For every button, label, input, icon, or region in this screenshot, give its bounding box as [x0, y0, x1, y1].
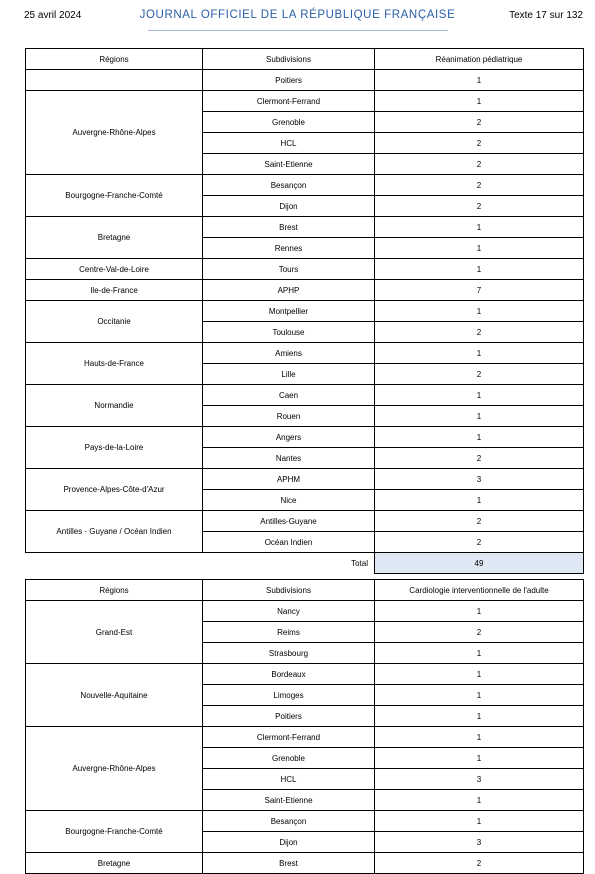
subdivision-cell: Toulouse [203, 322, 375, 343]
subdivision-cell: Amiens [203, 343, 375, 364]
count-cell: 1 [375, 343, 584, 364]
count-cell: 7 [375, 280, 584, 301]
count-cell: 1 [375, 490, 584, 511]
count-cell: 2 [375, 322, 584, 343]
region-cell: Pays-de-la-Loire [26, 427, 203, 469]
table-row [26, 385, 584, 406]
count-cell: 2 [375, 448, 584, 469]
column-header-regions: Régions [26, 580, 203, 601]
header-rule [148, 30, 448, 31]
region-cell: Antilles - Guyane / Océan Indien [26, 511, 203, 553]
count-cell: 1 [375, 748, 584, 769]
page-indicator: Texte 17 sur 132 [509, 10, 583, 21]
count-cell: 3 [375, 769, 584, 790]
column-header-specialty: Cardiologie interventionnelle de l'adulte [375, 580, 584, 601]
subdivision-cell: Strasbourg [203, 643, 375, 664]
subdivision-cell: Tours [203, 259, 375, 280]
subdivision-cell: Nantes [203, 448, 375, 469]
pediatric-intensive-care-table [25, 48, 584, 574]
table-row [26, 727, 584, 748]
subdivision-cell: Bordeaux [203, 664, 375, 685]
table-row [26, 280, 584, 301]
subdivision-cell: Reims [203, 622, 375, 643]
region-cell: Bretagne [26, 853, 203, 874]
column-header-subdivisions: Subdivisions [203, 49, 375, 70]
subdivision-cell: Limoges [203, 685, 375, 706]
count-cell: 2 [375, 112, 584, 133]
subdivision-cell: APHM [203, 469, 375, 490]
subdivision-cell: Clermont-Ferrand [203, 91, 375, 112]
subdivision-cell: Angers [203, 427, 375, 448]
region-cell: Auvergne-Rhône-Alpes [26, 727, 203, 811]
total-row [26, 553, 584, 574]
count-cell: 1 [375, 301, 584, 322]
count-cell: 1 [375, 238, 584, 259]
region-cell: Bourgogne-Franche-Comté [26, 175, 203, 217]
total-spacer [26, 553, 203, 574]
table-row [26, 853, 584, 874]
table-row [26, 301, 584, 322]
table-row [26, 601, 584, 622]
table-row [26, 664, 584, 685]
region-cell: Hauts-de-France [26, 343, 203, 385]
subdivision-cell: Dijon [203, 196, 375, 217]
subdivision-cell: Clermont-Ferrand [203, 727, 375, 748]
count-cell: 3 [375, 832, 584, 853]
table-row [26, 427, 584, 448]
count-cell: 1 [375, 427, 584, 448]
page-header [0, 0, 595, 36]
count-cell: 3 [375, 469, 584, 490]
total-label: Total [351, 558, 368, 568]
region-cell: Auvergne-Rhône-Alpes [26, 91, 203, 175]
table-row [26, 91, 584, 112]
subdivision-cell: Océan Indien [203, 532, 375, 553]
subdivision-cell: Saint-Etienne [203, 154, 375, 175]
count-cell: 1 [375, 727, 584, 748]
subdivision-cell: Antilles-Guyane [203, 511, 375, 532]
count-cell: 2 [375, 511, 584, 532]
region-cell: Nouvelle-Aquitaine [26, 664, 203, 727]
region-cell: Grand-Est [26, 601, 203, 664]
count-cell: 2 [375, 622, 584, 643]
subdivision-cell: Lille [203, 364, 375, 385]
subdivision-cell: Saint-Etienne [203, 790, 375, 811]
count-cell: 1 [375, 259, 584, 280]
table-row [26, 175, 584, 196]
subdivision-cell: Grenoble [203, 748, 375, 769]
subdivision-cell: HCL [203, 769, 375, 790]
region-cell: Provence-Alpes-Côte-d'Azur [26, 469, 203, 511]
table-row [26, 259, 584, 280]
region-cell: Bourgogne-Franche-Comté [26, 811, 203, 853]
subdivision-cell: Besançon [203, 811, 375, 832]
count-cell: 1 [375, 385, 584, 406]
table-row [26, 511, 584, 532]
publication-date: 25 avril 2024 [24, 10, 82, 21]
subdivision-cell: Poitiers [203, 706, 375, 727]
region-cell [26, 70, 203, 91]
subdivision-cell: Dijon [203, 832, 375, 853]
column-header-specialty: Réanimation pédiatrique [375, 49, 584, 70]
table-row [26, 469, 584, 490]
count-cell: 1 [375, 217, 584, 238]
subdivision-cell: Nice [203, 490, 375, 511]
subdivision-cell: Besançon [203, 175, 375, 196]
table-row [26, 70, 584, 91]
journal-title: JOURNAL OFFICIEL DE LA RÉPUBLIQUE FRANÇAISE [139, 9, 456, 21]
count-cell: 2 [375, 532, 584, 553]
subdivision-cell: Grenoble [203, 112, 375, 133]
count-cell: 1 [375, 601, 584, 622]
region-cell: Normandie [26, 385, 203, 427]
subdivision-cell: Nancy [203, 601, 375, 622]
count-cell: 2 [375, 853, 584, 874]
table-row [26, 217, 584, 238]
region-cell: Ile-de-France [26, 280, 203, 301]
table-row [26, 811, 584, 832]
column-header-subdivisions: Subdivisions [203, 580, 375, 601]
count-cell: 2 [375, 364, 584, 385]
region-cell: Bretagne [26, 217, 203, 259]
count-cell: 1 [375, 811, 584, 832]
subdivision-cell: Poitiers [203, 70, 375, 91]
count-cell: 2 [375, 196, 584, 217]
subdivision-cell: Brest [203, 217, 375, 238]
region-cell: Occitanie [26, 301, 203, 343]
count-cell: 1 [375, 70, 584, 91]
count-cell: 2 [375, 175, 584, 196]
subdivision-cell: Brest [203, 853, 375, 874]
total-value: 49 [375, 553, 584, 574]
column-header-regions: Régions [26, 49, 203, 70]
subdivision-cell: APHP [203, 280, 375, 301]
count-cell: 1 [375, 664, 584, 685]
count-cell: 1 [375, 685, 584, 706]
count-cell: 1 [375, 406, 584, 427]
subdivision-cell: Caen [203, 385, 375, 406]
subdivision-cell: Montpellier [203, 301, 375, 322]
count-cell: 2 [375, 133, 584, 154]
table-header-row [26, 580, 584, 601]
count-cell: 1 [375, 790, 584, 811]
table-row [26, 343, 584, 364]
count-cell: 2 [375, 154, 584, 175]
interventional-cardiology-table [25, 579, 584, 874]
subdivision-cell: HCL [203, 133, 375, 154]
table-header-row [26, 49, 584, 70]
subdivision-cell: Rouen [203, 406, 375, 427]
subdivision-cell: Rennes [203, 238, 375, 259]
count-cell: 1 [375, 91, 584, 112]
count-cell: 1 [375, 706, 584, 727]
count-cell: 1 [375, 643, 584, 664]
region-cell: Centre-Val-de-Loire [26, 259, 203, 280]
